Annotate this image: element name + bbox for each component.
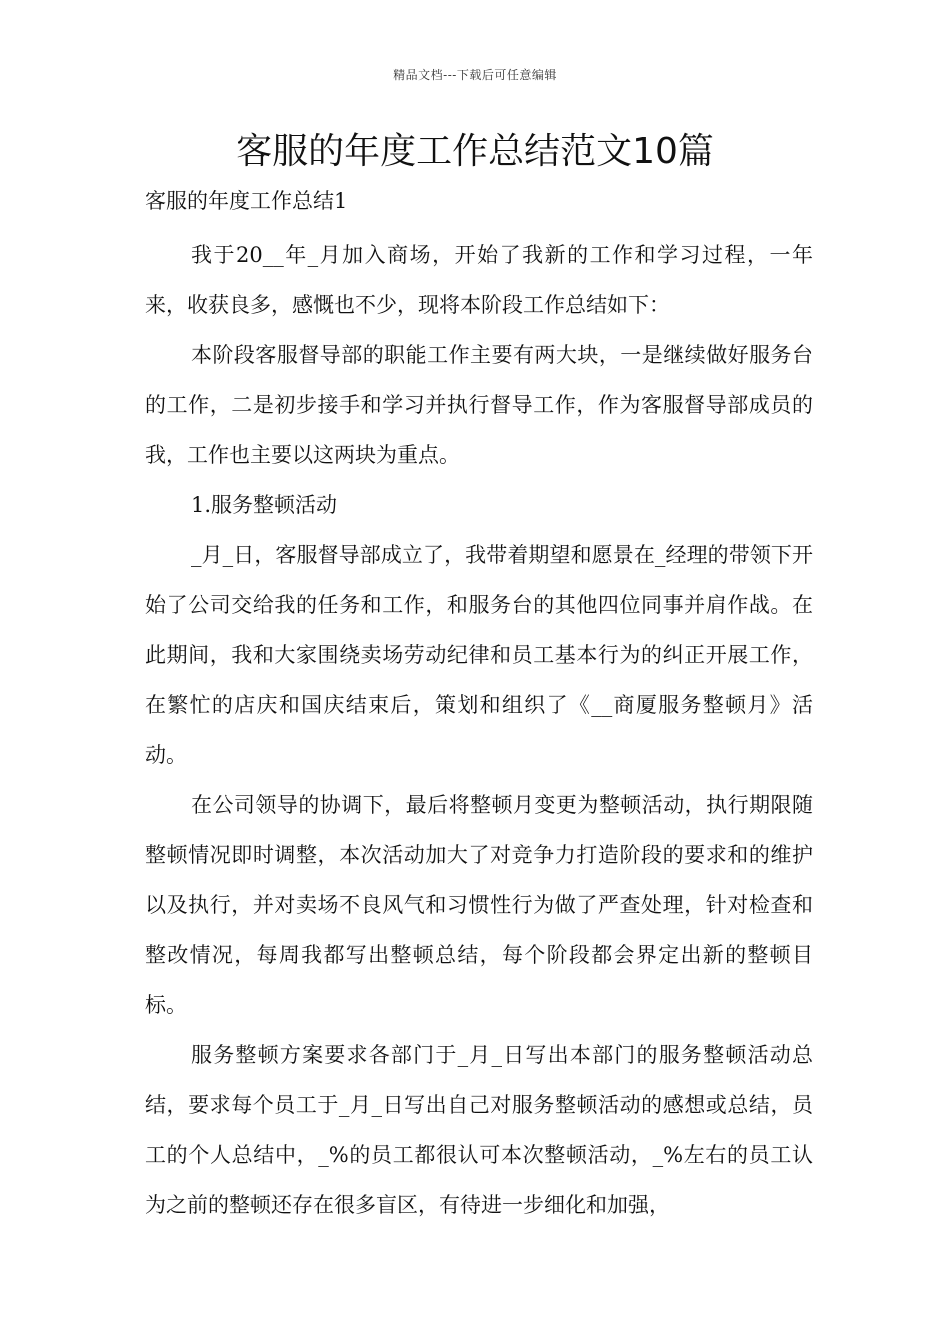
subheading: 1.服务整顿活动 [191, 493, 338, 517]
paragraph: 我于20__年_月加入商场，开始了我新的工作和学习过程，一年来，收获良多，感慨也不少，现将本阶段工作总结如下： [145, 243, 813, 317]
paragraph: 服务整顿方案要求各部门于_月_日写出本部门的服务整顿活动总结，要求每个员工于_月_日写出自己对服务整顿活动的感想或总结，员工的个人总结中，_%的员工都很认可本次整顿活动，_%左右的员工认为之前的整顿还存在很多盲区，有待进一步细化和加强， [145, 1043, 813, 1217]
paragraph: 在公司领导的协调下，最后将整顿月变更为整顿活动，执行期限随整顿情况即时调整，本次活动加大了对竞争力打造阶段的要求和的维护以及执行，并对卖场不良风气和习惯性行为做了严查处理，针对检查和整改情况，每周我都写出整顿总结，每个阶段都会界定出新的整顿目标。 [145, 793, 813, 1017]
section-title: 客服的年度工作总结1 [145, 189, 348, 213]
paragraph: _月_日，客服督导部成立了，我带着期望和愿景在_经理的带领下开始了公司交给我的任务和工作，和服务台的其他四位同事并肩作战。在此期间，我和大家围绕卖场劳动纪律和员工基本行为的纠正开展工作，在繁忙的店庆和国庆结束后，策划和组织了《__商厦服务整顿月》活动。 [145, 543, 813, 767]
document-body [145, 230, 813, 1230]
header-note: 精品文档---下载后可任意编辑 [393, 68, 557, 82]
paragraph: 本阶段客服督导部的职能工作主要有两大块，一是继续做好服务台的工作，二是初步接手和学习并执行督导工作，作为客服督导部成员的我，工作也主要以这两块为重点。 [145, 343, 813, 467]
document-title: 客服的年度工作总结范文10篇 [236, 131, 714, 172]
